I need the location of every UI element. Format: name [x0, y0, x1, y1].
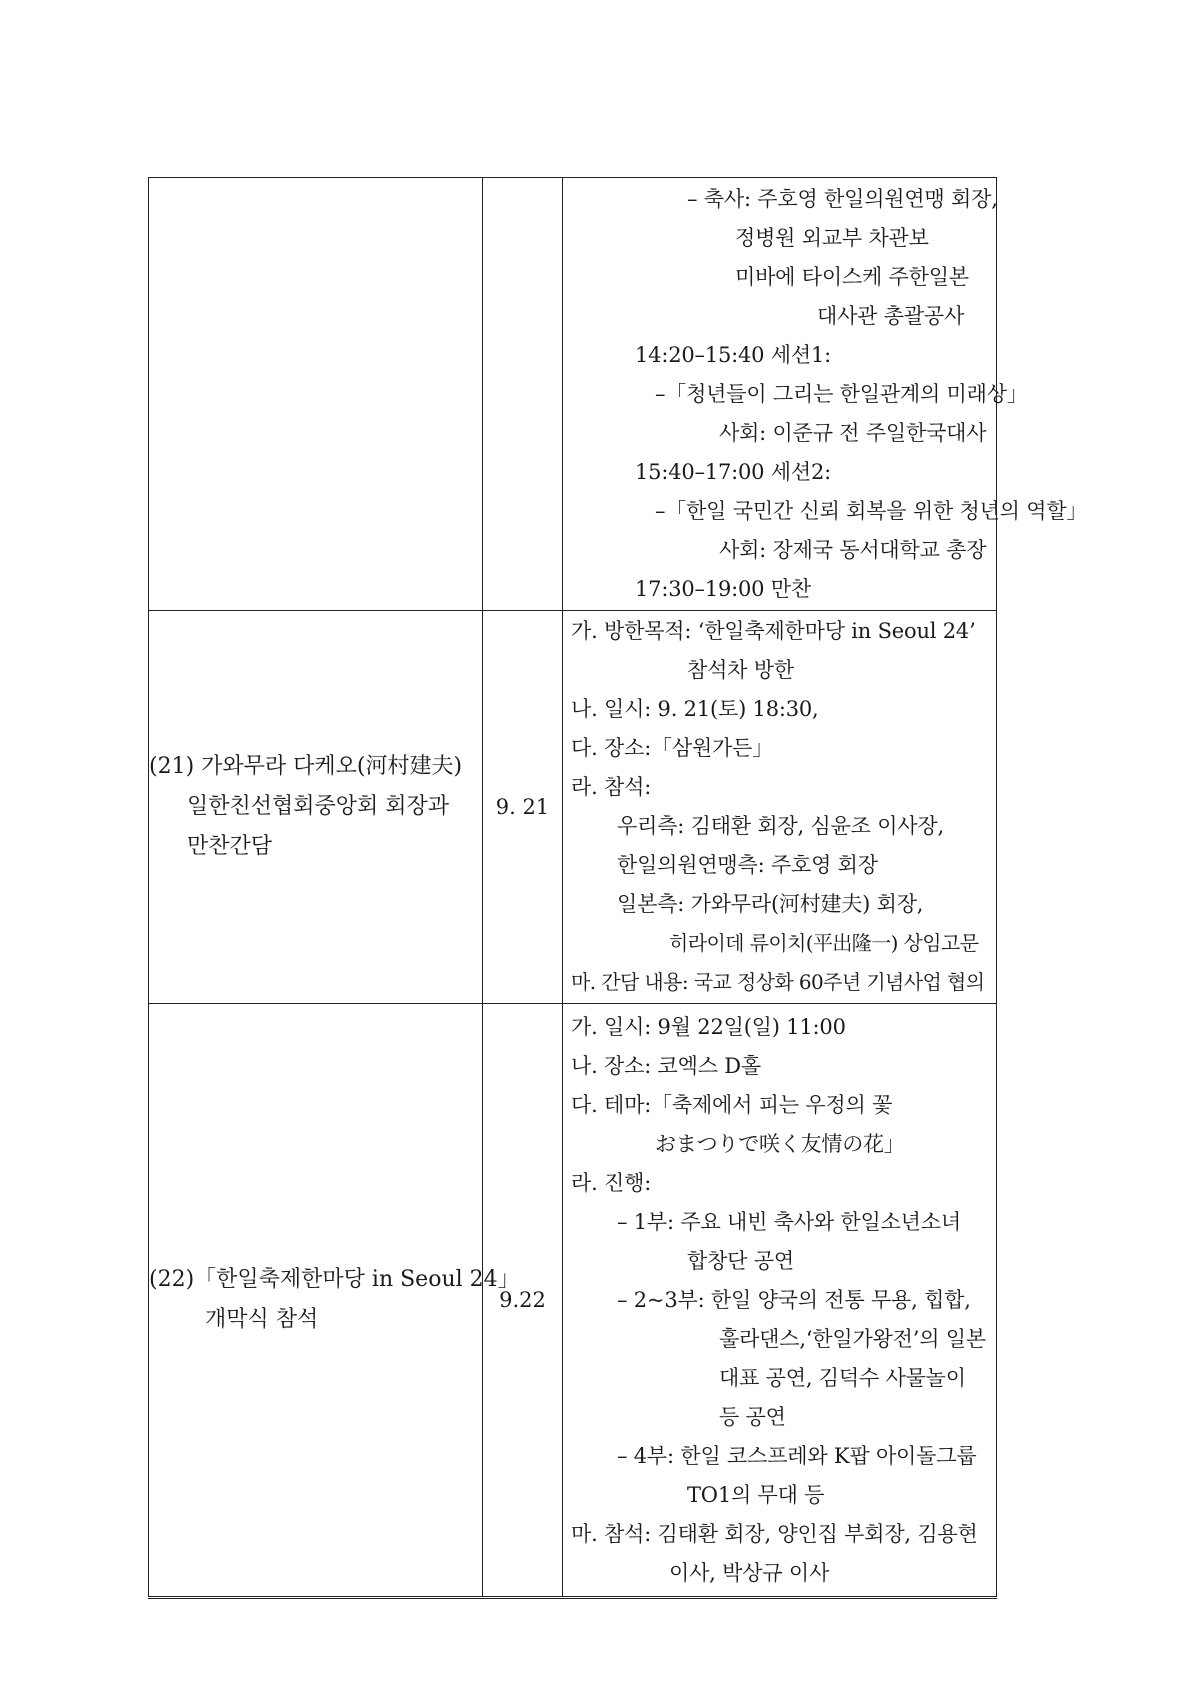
event-title-cell [149, 611, 483, 1004]
event-title-line: 개막식 참석 [205, 1307, 319, 1332]
detail-line: 나. 일시: 9. 21(토) 18:30, [571, 697, 819, 721]
detail-line: 정병원 외교부 차관보 [735, 225, 929, 250]
schedule-table [148, 177, 1088, 1599]
detail-line: 사회: 장제국 동서대학교 총장 [719, 537, 987, 562]
detail-line: 마. 간담 내용: 국교 정상화 60주년 기념사업 협의 [571, 970, 985, 994]
event-title-cell [149, 178, 483, 611]
event-title-line: (21) 가와무라 다케오(河村建夫) [149, 754, 463, 779]
event-date-cell [483, 178, 563, 611]
detail-line: 15:40–17:00 세션2: [635, 459, 832, 484]
detail-line: おまつりで咲く友情の花」 [655, 1131, 905, 1156]
event-detail-cell [563, 178, 1088, 611]
event-date-cell: 9.22 [483, 1004, 563, 1598]
detail-line: 한일의원연맹측: 주호영 회장 [617, 853, 878, 877]
detail-line: 일본측: 가와무라(河村建夫) 회장, [617, 892, 924, 916]
table-row [149, 178, 997, 611]
detail-line: 히라이데 류이치(平出隆一) 상임고문 [669, 931, 979, 955]
detail-line: – 축사: 주호영 한일의원연맹 회장, [687, 186, 998, 211]
detail-line: 등 공연 [719, 1404, 786, 1429]
detail-line: – 1부: 주요 내빈 축사와 한일소년소녀 [617, 1209, 961, 1234]
detail-line: 17:30–19:00 만찬 [635, 576, 811, 601]
detail-line: 나. 장소: 코엑스 D홀 [571, 1053, 762, 1078]
detail-line: 미바에 타이스케 주한일본 [735, 264, 969, 289]
detail-line: –「한일 국민간 신뢰 회복을 위한 청년의 역할」 [655, 498, 1088, 523]
detail-line: 참석차 방한 [687, 658, 794, 682]
detail-line: – 2~3부: 한일 양국의 전통 무용, 힙합, [617, 1287, 971, 1312]
detail-line: – 4부: 한일 코스프레와 K팝 아이돌그룹 [617, 1443, 977, 1468]
detail-line: 이사, 박상규 이사 [669, 1560, 830, 1585]
detail-line: 라. 진행: [571, 1170, 652, 1195]
detail-line: 합창단 공연 [687, 1248, 794, 1273]
detail-line: –「청년들이 그리는 한일관계의 미래상」 [655, 381, 1028, 406]
table-row [149, 1004, 997, 1598]
event-date-cell: 9. 21 [483, 611, 563, 1004]
detail-line: 마. 참석: 김태환 회장, 양인집 부회장, 김용현 [571, 1521, 978, 1546]
event-detail-cell [563, 1004, 997, 1598]
detail-line: 다. 장소:「삼원가든」 [571, 736, 774, 760]
detail-line: 라. 참석: [571, 775, 652, 799]
event-title-line: 일한친선협회중앙회 회장과 [187, 794, 450, 819]
table-row [149, 611, 997, 1004]
detail-line: 가. 방한목적: ‘한일축제한마당 in Seoul 24’ [571, 619, 976, 643]
detail-line: 훌라댄스,‘한일가왕전’의 일본 [719, 1326, 986, 1351]
event-title-line: (22)「한일축제한마당 in Seoul 24」 [149, 1267, 520, 1292]
detail-line: 대표 공연, 김덕수 사물놀이 [719, 1365, 966, 1390]
detail-line: 14:20–15:40 세션1: [635, 342, 832, 367]
detail-line: 사회: 이준규 전 주일한국대사 [719, 420, 987, 445]
detail-line: 가. 일시: 9월 22일(일) 11:00 [571, 1014, 846, 1039]
event-title-line: 만찬간담 [187, 834, 273, 859]
detail-line: 우리측: 김태환 회장, 심윤조 이사장, [617, 814, 944, 838]
event-detail-cell [563, 611, 997, 1004]
detail-line: 다. 테마:「축제에서 피는 우정의 꽃 [571, 1092, 893, 1117]
event-title-cell [149, 1004, 520, 1598]
detail-line: TO1의 무대 등 [687, 1482, 825, 1507]
detail-line: 대사관 총괄공사 [817, 303, 965, 328]
